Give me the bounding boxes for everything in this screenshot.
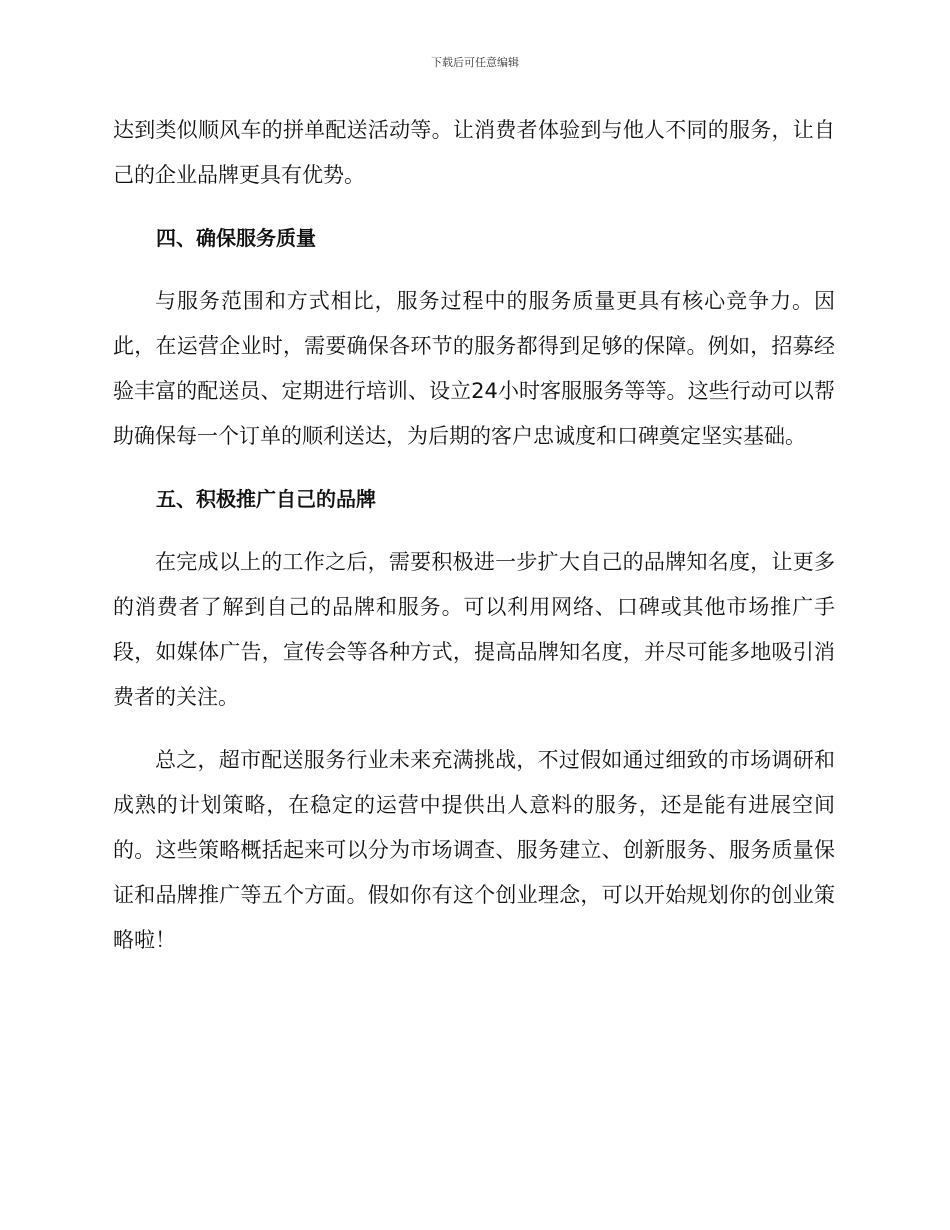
page-header-note: 下载后可任意编辑	[431, 56, 519, 69]
section-heading-5: 五、积极推广自己的品牌	[156, 487, 376, 511]
paragraph-service-quality: 与服务范围和方式相比，服务过程中的服务质量更具有核心竞争力。因此，在运营企业时，需要确保各环节的服务都得到足够的保障。例如，招募经验丰富的配送员、定期进行培训、设立24小时客服服务等等。这些行动可以帮助确保每一个订单的顺利送达，为后期的客户忠诚度和口碑奠定坚实基础。	[113, 289, 835, 448]
paragraph-brand-promotion: 在完成以上的工作之后，需要积极进一步扩大自己的品牌知名度，让更多的消费者了解到自己的品牌和服务。可以利用网络、口碑或其他市场推广手段，如媒体广告，宣传会等各种方式，提高品牌知名度，并尽可能多地吸引消费者的关注。	[113, 550, 835, 709]
paragraph-conclusion: 总之，超市配送服务行业未来充满挑战，不过假如通过细致的市场调研和成熟的计划策略，在稳定的运营中提供出人意料的服务，还是能有进展空间的。这些策略概括起来可以分为市场调查、服务建立、创新服务、服务质量保证和品牌推广等五个方面。假如你有这个创业理念，可以开始规划你的创业策略啦！	[113, 748, 835, 952]
paragraph-continuation: 达到类似顺风车的拼单配送活动等。让消费者体验到与他人不同的服务，让自己的企业品牌更具有优势。	[113, 118, 835, 187]
document-body	[113, 108, 835, 981]
section-heading-4: 四、确保服务质量	[156, 226, 316, 250]
